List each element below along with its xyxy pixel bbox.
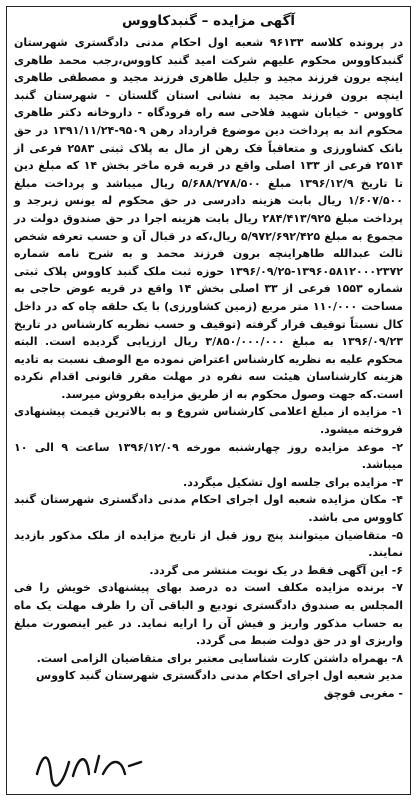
notice-body-paragraph: در پرونده کلاسه ۹۶۱۳۳ شعبه اول احکام مدنی دادگستری شهرستان گنبدکاووس محکوم علیهم شرکت امید گنبد کاووس،رجب محمد طاهری اینچه برون فرزند مجید و جلیل طاهری فرزند مجید و مصطفی طاهری اینچه برون فرزند مجید به نشانی استان گلستان - شهرستان گنبد کاووس - خیابان شهید فلاحی سه راه فرودگاه - داروخانه دکتر طاهری محکوم اند به پرداخت دین موضوع قرارداد رهن ۹۵۰۹-۱۳۹۱/۱۱/۲۴ در حق بانک کشاورزی و متعاقباً فک رهن از مال به پلاک ثبتی ۲۵۸۳ فرعی از ۲۵۱۴ فرعی از ۱۳۳ اصلی واقع در قریه قره ماخر بخش ۱۴ که مبلغ دین تا تاریخ ۱۳۹۶/۱۲/۹ مبلغ ۵/۶۸۸/۲۷۸/۵۰۰ ریال میباشد و پرداخت مبلغ ۱/۶۰۷/۵۰۰ ریال بابت هزینه دادرسی در حق محکوم له یونس زبرجد و پرداخت مبلغ ۲۸۴/۴۱۳/۹۲۵ ریال بابت هزینه اجرا در حق صندوق دولت در مجموع به مبلغ ۵/۹۷۲/۶۹۲/۴۲۵ ریال،که در قبال آن و حسب تعرفه شخص ثالث عبدالله طاهراینچه برون فرزند محمد و به شرح نامه شماره ۱۳۹۶۰۵۸۱۲۰۰۰۲۳۷۲-۱۳۹۶/۰۹/۲۵ حوزه ثبت ملک گنبد کاووس پلاک ثبتی شماره ۱۵۵۳ فرعی از ۳۳ اصلی بخش ۱۴ واقع در قریه عوض حاجی به مساحت ۱۱۰/۰۰۰ متر مربع (زمین کشاورزی) با یک حلقه چاه که در داخل کال نسبتاً توقیف قرار گرفته (توقیف و حسب نظریه کارشناس در تاریخ ۱۳۹۶/۰۹/۲۳ به مبلغ ۳/۸۵۰/۰۰۰/۰۰۰ ریال ارزیابی گردیده است. البته محکوم علیه به نظریه کارشناس اعتراض نموده مع الوصف نسبت به تادیه هزینه کارشناسان هیئت سه نفره در مهلت مقرر قانونی اقدام نکرده است.که جهت وصول محکوم به از طریق مزایده بفروش میرسد. <box>14 36 404 401</box>
notice-signatory-name: - مغربی قوچق <box>323 686 403 700</box>
notice-item-1: ۱- مزایده از مبلغ اعلامی کارشناس شروع و به بالاترین قیمت پیشنهادی فروخته میشود. <box>14 405 403 437</box>
notice-item-6: ۶- این آگهی فقط در یک نوبت منتشر می گردد. <box>149 563 403 577</box>
notice-item-5: ۵- متقاضیان میتوانند پنج روز قبل از تاریخ مزایده از ملک مذکور بازدید نمایند. <box>14 528 403 560</box>
notice-signatory: مدیر شعبه اول اجرای احکام مدنی دادگستری شهرستان گنبد کاووس <box>36 669 403 683</box>
notice-item-7: ۷- برنده مزایده مکلف است ده درصد بهای پیشنهادی خویش را فی المجلس به صندوق دادگستری تودیع و الباقی آن را ظرف مهلت یک ماه به حساب مذکور واریز و فیش آن را ارایه نماید. در غیر اینصورت مبلغ واریزی او در حق دولت ضبط می گردد. <box>14 581 403 648</box>
notice-item-2: ۲- موعد مزایده روز چهارشنبه مورخه ۱۳۹۶/۱۲/۰۹ ساعت ۹ الی ۱۰ میباشد. <box>14 440 403 472</box>
notice-page <box>6 6 411 795</box>
notice-item-8: ۸- بهمراه داشتن کارت شناسایی معتبر برای متقاضیان الزامی است. <box>36 651 403 665</box>
handwritten-signature-icon <box>29 744 149 790</box>
notice-item-4: ۴- مکان مزایده شعبه اول اجرای احکام مدنی دادگستری شهرستان گنبد کاووس می باشد. <box>14 493 403 525</box>
notice-item-3: ۳- مزایده برای جلسه اول تشکیل میگردد. <box>183 475 403 489</box>
notice-title: آگهی مزایده – گنبدکاووس <box>121 13 296 29</box>
